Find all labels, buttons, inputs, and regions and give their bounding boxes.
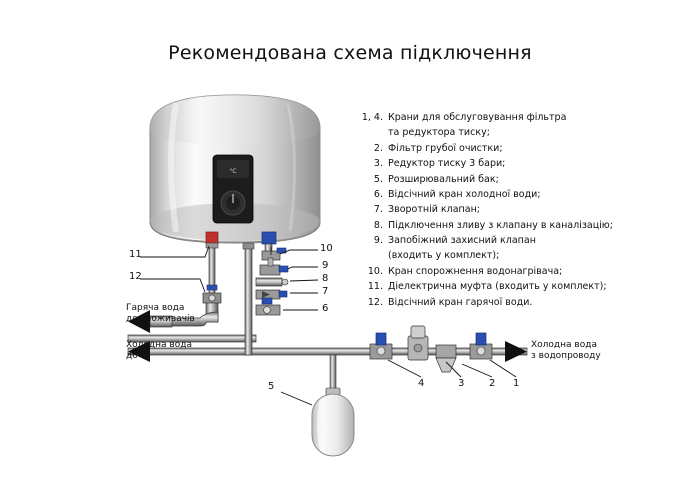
valve-9-safety[interactable]	[260, 258, 288, 275]
legend-item-number: 6.	[373, 188, 383, 200]
legend-item-number: 7.	[373, 204, 383, 216]
legend-item-text: Крани для обслуговування фільтра	[388, 112, 567, 123]
legend-item-continuation: та редуктора тиску;	[388, 127, 490, 139]
callout-12: 12	[129, 271, 142, 282]
legend-item-number: 11.	[367, 281, 383, 293]
callout-3: 3	[458, 378, 465, 389]
legend-item-text: Редуктор тиску 3 бари;	[388, 158, 506, 170]
legend-item-text: Запобіжний захисний клапан	[388, 235, 536, 246]
valve-7-check[interactable]	[256, 290, 287, 299]
legend-item-text: Розширювальний бак;	[388, 173, 499, 185]
legend-item-text: Відсічний кран холодної води;	[388, 188, 541, 200]
legend-item-continuation: (входить у комплект);	[388, 250, 500, 262]
hot-outlet-label-line2: до споживачів	[126, 314, 195, 325]
cold-inlet-label-line1: Холодна вода	[531, 340, 597, 350]
legend-item-text: Зворотній клапан;	[388, 204, 480, 216]
callout-2: 2	[489, 378, 496, 389]
legend-item-number: 8.	[373, 219, 383, 231]
cold-outlet-label	[126, 340, 192, 363]
filter-2-coarse	[436, 345, 456, 372]
legend-item-number: 12.	[367, 296, 383, 308]
valve-6-cold-shutoff[interactable]	[256, 298, 280, 315]
hot-outlet-label	[126, 303, 195, 326]
hot-outlet-label-line1: Гаряча вода	[126, 303, 185, 313]
callout-10: 10	[320, 243, 333, 254]
legend-item-number: 1, 4.	[361, 112, 383, 123]
page-title: Рекомендована схема підключення	[168, 42, 532, 64]
heater-control-panel[interactable]	[213, 155, 253, 223]
legend-item-number: 10.	[367, 265, 383, 277]
callout-4: 4	[418, 378, 425, 389]
legend-item-text: Кран спорожнення водонагрівача;	[388, 265, 563, 277]
cold-inlet-arrow	[505, 341, 527, 362]
callout-6: 6	[322, 303, 329, 314]
legend-item-text: Відсічний кран гарячої води.	[388, 296, 533, 308]
connection-8-sewer-drain	[256, 278, 288, 286]
legend-item-text: Діелектрична муфта (входить у комплект);	[388, 281, 607, 293]
cold-outlet-label-line2: до сг	[126, 351, 151, 362]
callout-11: 11	[129, 249, 142, 260]
legend-item-text: Підключення зливу з клапану в каналізацію;	[388, 219, 613, 231]
callout-9: 9	[322, 260, 329, 271]
callout-1: 1	[513, 378, 520, 389]
legend-item-number: 3.	[373, 158, 383, 170]
valve-12-hot-shutoff[interactable]	[203, 285, 221, 303]
expansion-tank-5	[312, 355, 354, 456]
hot-riser-pipe	[206, 232, 218, 303]
callout-5: 5	[268, 381, 275, 392]
legend-item-number: 5.	[373, 173, 383, 185]
legend-item-number: 9.	[373, 235, 383, 246]
valve-4-service-tap[interactable]	[370, 333, 392, 359]
legend-item-number: 2.	[373, 142, 383, 154]
callout-7: 7	[322, 286, 329, 297]
valve-1-service-tap[interactable]	[470, 333, 492, 359]
cold-inlet-label	[531, 340, 601, 363]
callout-8: 8	[322, 273, 329, 284]
cold-outlet-label-line1: Холодна вода	[126, 340, 192, 350]
legend-item-text: Фільтр грубої очистки;	[388, 142, 503, 154]
heater-display-temp: °C	[229, 168, 237, 175]
cold-inlet-label-line2: з водопроводу	[531, 351, 601, 362]
reducer-3-pressure	[408, 326, 428, 360]
